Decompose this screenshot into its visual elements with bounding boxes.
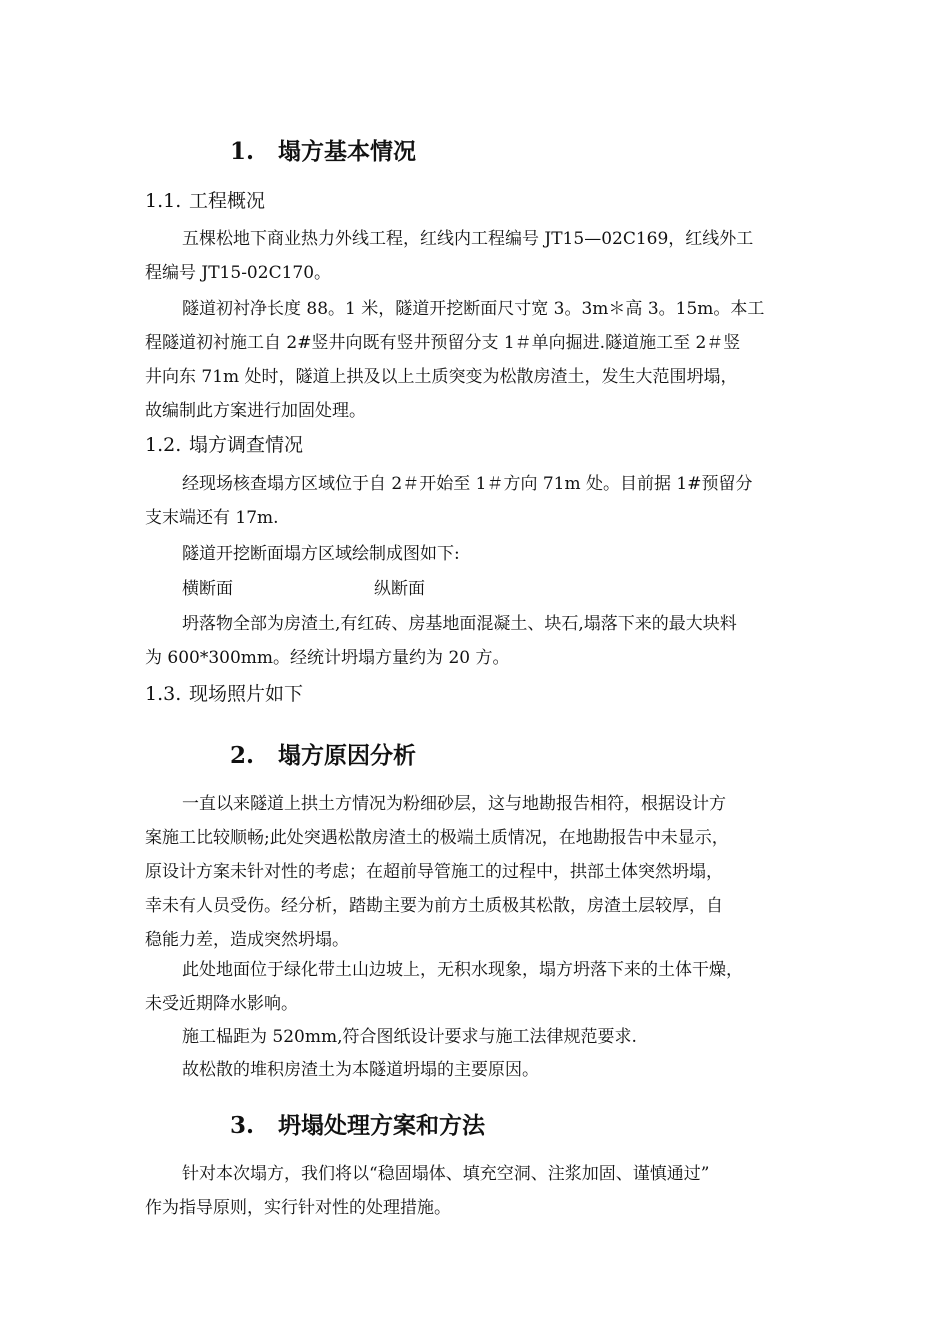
subsection-title: 塌方调查情况 [189,434,304,456]
text-line: 为 600*300mm。经统计坍塌方量约为 20 方。 [145,648,510,668]
text-line: 隧道初衬净长度 88。1 米，隧道开挖断面尺寸宽 3。3m＊高 3。15m。本工 [182,299,765,319]
text-line: 作为指导原则，实行针对性的处理措施。 [145,1198,451,1218]
paragraph [145,953,813,1021]
text-line: 坍落物全部为房渣土,有红砖、房基地面混凝土、块石,塌落下来的最大块料 [182,614,737,634]
paragraph [145,467,813,535]
paragraph [145,1020,813,1054]
subsection-number: 1.2. [145,434,182,456]
subsection-title: 工程概况 [189,190,266,212]
subsection-number: 1.3. [145,683,182,705]
text-line: 支末端还有 17m. [145,508,279,528]
text-line: 井向东 71m 处时，隧道上拱及以上土质突变为松散房渣土，发生大范围坍塌， [145,367,738,387]
text-line: 稳能力差，造成突然坍塌。 [145,930,349,950]
text-line: 程编号 JT15-02C170。 [145,263,332,283]
text-line: 针对本次塌方，我们将以“稳固塌体、填充空洞、注浆加固、谨慎通过” [182,1164,710,1184]
section-number: 3. [230,1112,255,1139]
text-line: 施工榀距为 520mm,符合图纸设计要求与施工法律规范要求. [182,1027,637,1047]
paragraph [145,1053,813,1087]
text-line: 故编制此方案进行加固处理。 [145,401,366,421]
text-line: 故松散的堆积房渣土为本隧道坍塌的主要原因。 [182,1060,539,1080]
text-line: 原设计方案未针对性的考虑；在超前导管施工的过程中，拱部土体突然坍塌， [145,862,723,882]
subsection-title: 现场照片如下 [189,683,304,705]
text-line: 五棵松地下商业热力外线工程，红线内工程编号 JT15—02C169，红线外工 [182,229,754,249]
section-title: 坍塌处理方案和方法 [278,1112,485,1139]
section-number: 2. [230,742,255,769]
text-line: 隧道开挖断面塌方区域绘制成图如下: [182,544,460,564]
text-line: 此处地面位于绿化带土山边坡上，无积水现象，塌方坍落下来的土体干燥， [182,960,743,980]
section-3-heading [230,1110,485,1142]
paragraph [145,787,813,957]
text-line: 程隧道初衬施工自 2#竖井向既有竖井预留分支 1＃单向掘进.隧道施工至 2＃竖 [145,333,741,353]
paragraph [145,607,813,675]
section-1-heading [230,136,416,168]
paragraph [145,537,813,571]
paragraph [145,292,813,428]
text-line: 经现场核查塌方区域位于自 2＃开始至 1＃方向 71m 处。目前据 1#预留分 [182,474,753,494]
section-title: 塌方基本情况 [278,138,416,165]
subsection-1-2-heading [145,431,303,459]
text-line: 一直以来隧道上拱土方情况为粉细砂层，这与地勘报告相符，根据设计方 [182,794,726,814]
section-title: 塌方原因分析 [278,742,416,769]
section-2-heading [230,740,416,772]
section-number: 1. [230,138,255,165]
longitudinal-section-label: 纵断面 [374,579,425,599]
text-line: 幸未有人员受伤。经分析，踏勘主要为前方土质极其松散，房渣土层较厚，自 [145,896,723,916]
text-line: 未受近期降水影响。 [145,994,298,1014]
paragraph [145,222,813,290]
text-line: 案施工比较顺畅;此处突遇松散房渣土的极端土质情况，在地勘报告中未显示， [145,828,729,848]
paragraph [145,1157,813,1225]
cross-section-label: 横断面 [182,579,233,599]
subsection-1-3-heading [145,680,303,708]
subsection-1-1-heading [145,187,265,215]
subsection-number: 1.1. [145,190,182,212]
